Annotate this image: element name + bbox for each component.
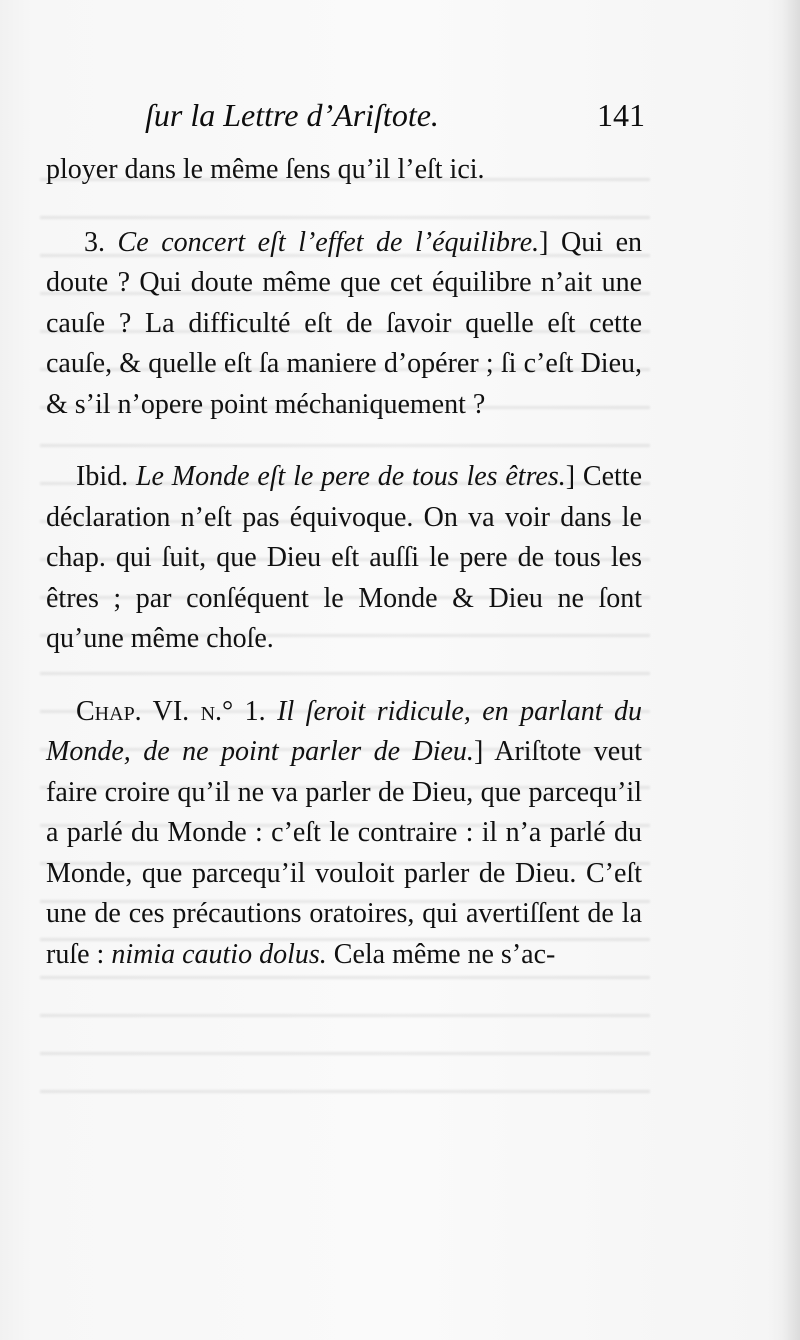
page-header <box>145 92 645 138</box>
note-lemma: Le Monde eſt le pere de tous les êtres. <box>135 461 566 492</box>
latin-quote: nimia cautio dolus. <box>111 938 327 970</box>
paragraph-continuation <box>46 150 642 191</box>
paragraph-text: ployer dans le même ſens qu’il l’eſt ici. <box>46 154 485 185</box>
body-text <box>46 150 642 975</box>
page-edge-shadow <box>782 0 800 1340</box>
note-number: 3. <box>84 226 105 258</box>
running-title: ſur la Lettre d’Ariſtote. <box>145 97 439 133</box>
note-entry-3 <box>46 223 642 426</box>
note-commentary: Ariſtote veut faire croire qu’il ne va parler de Dieu, que parcequ’il a parlé du Monde : c’eſt le contraire : il n’a parlé du Monde, que parcequ’il vouloit parler de Dieu. C’eſt une de ces précautions oratoires, qui avertiſſent de la ruſe : <box>46 736 642 970</box>
note-entry-chap-vi <box>46 692 642 976</box>
note-number: Chap. VI. n.° 1. <box>76 695 266 727</box>
lemma-bracket: ] <box>539 226 549 258</box>
note-lemma: Il ſeroit ridicule, en parlant du Monde, de ne point parler de Dieu. <box>46 695 643 767</box>
note-entry-ibid <box>46 457 642 660</box>
note-commentary: Cette déclaration n’eſt pas équivoque. On va voir dans le chap. qui ſuit, que Dieu eſt auſſi le pere de tous les êtres ; par conſéquent le Monde & Dieu ne ſont qu’une même choſe. <box>46 461 643 654</box>
note-commentary: Qui en doute ? Qui doute même que cet équilibre n’ait une cauſe ? La difficulté eſt de ſavoir quelle eſt cette cauſe, & quelle eſt ſa maniere d’opérer ; ſi c’eſt Dieu, & s’il n’opere point méchaniquement ? <box>46 226 643 420</box>
note-lemma: Ce concert eſt l’effet de l’équilibre. <box>117 226 540 258</box>
lemma-bracket: ] <box>565 461 576 492</box>
note-number: Ibid. <box>76 461 129 492</box>
lemma-bracket: ] <box>473 736 484 767</box>
note-commentary-end: Cela même ne s’ac- <box>333 938 556 970</box>
page-number: 141 <box>597 97 645 133</box>
